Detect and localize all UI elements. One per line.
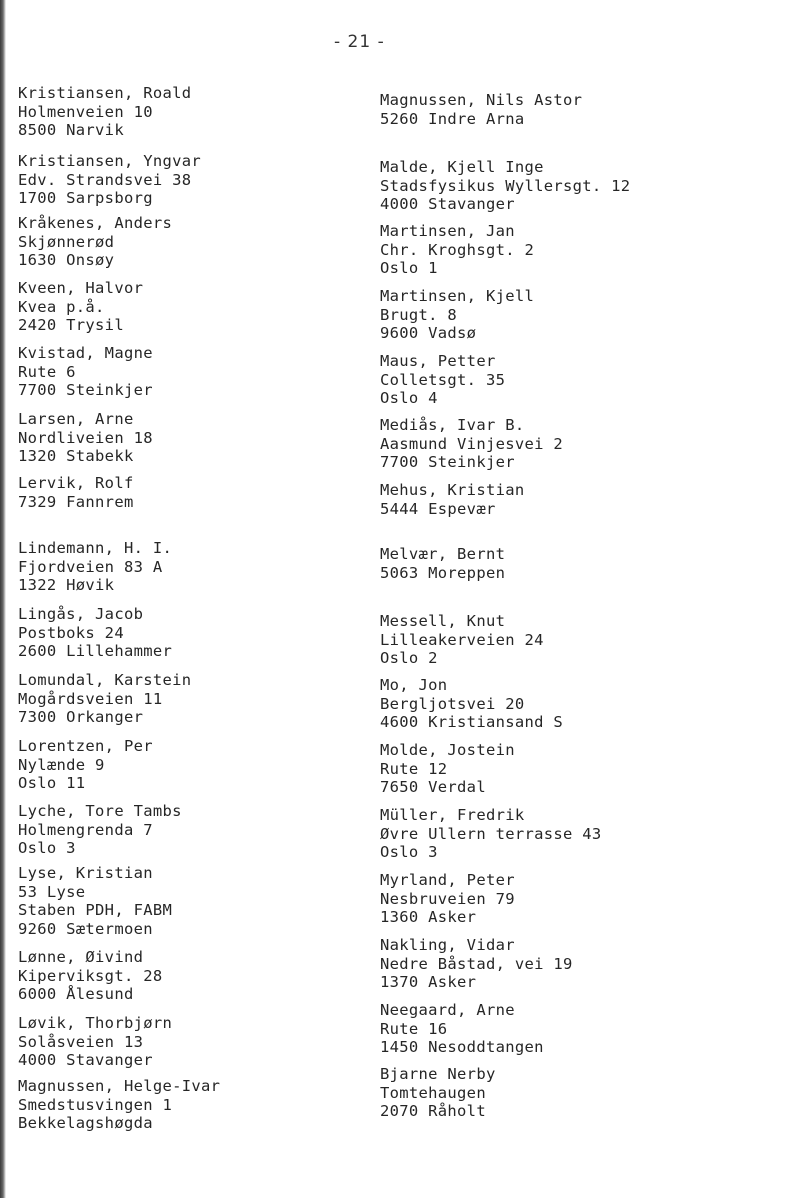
entry-address-line: Postboks 24 [18, 623, 124, 642]
entry-address-line: 7700 Steinkjer [380, 453, 515, 471]
entry-address-line: 5260 Indre Arna [380, 109, 525, 128]
address-entry [18, 152, 201, 208]
entry-address-line: Edv. Strandsvei 38 [18, 170, 192, 189]
entry-name: Mo, Jon [380, 676, 448, 694]
entry-address-line: 7650 Verdal [380, 778, 486, 796]
entry-name: Maus, Petter [380, 352, 496, 370]
address-entry [380, 806, 602, 862]
entry-address-line: Aasmund Vinjesvei 2 [380, 434, 564, 453]
entry-address-line: Tomtehaugen [380, 1083, 486, 1102]
entry-address-line: 1322 Høvik [18, 576, 115, 594]
entry-address-line: Mogårdsveien 11 [18, 689, 163, 708]
entry-name: Kveen, Halvor [18, 279, 144, 297]
entry-address-line: Smedstusvingen 1 [18, 1095, 173, 1114]
entry-name: Myrland, Peter [380, 871, 515, 889]
entry-address-line: Skjønnerød [18, 232, 115, 251]
entry-address-line: 1320 Stabekk [18, 447, 134, 465]
entry-name: Malde, Kjell Inge [380, 158, 544, 176]
entry-address-line: 5063 Moreppen [380, 563, 506, 582]
entry-address-line: Lilleakerveien 24 [380, 630, 544, 649]
address-entry [380, 612, 544, 668]
entry-name: Müller, Fredrik [380, 806, 525, 824]
address-entry [380, 936, 573, 992]
address-entry [18, 474, 134, 511]
entry-name: Lyse, Kristian [18, 864, 153, 882]
entry-address-line: Stadsfysikus Wyllersgt. 12 [380, 176, 631, 195]
address-entry [18, 344, 153, 400]
address-entry [18, 84, 191, 140]
address-entry [380, 222, 534, 278]
entry-address-line: 2070 Råholt [380, 1102, 486, 1120]
entry-address-line: 5444 Espevær [380, 499, 496, 518]
address-entry [18, 737, 153, 793]
entry-name: Lervik, Rolf [18, 474, 134, 492]
entry-name: Lingås, Jacob [18, 605, 144, 623]
entry-address-line: Brugt. 8 [380, 305, 458, 324]
entry-address-line: 7329 Fannrem [18, 492, 134, 511]
entry-address-line: 9600 Vadsø [380, 324, 477, 342]
entry-address-line: 53 Lyse [18, 882, 86, 901]
entry-address-line: Nesbruveien 79 [380, 889, 515, 908]
entry-name: Bjarne Nerby [380, 1065, 496, 1083]
entry-address-line: Kiperviksgt. 28 [18, 966, 163, 985]
entry-address-line: 6000 Ålesund [18, 985, 134, 1003]
entry-address-line: Holmenveien 10 [18, 102, 153, 121]
entry-name: Messell, Knut [380, 612, 506, 630]
entry-address-line: Oslo 2 [380, 649, 438, 667]
entry-address-line: 1630 Onsøy [18, 251, 115, 269]
entry-name: Løvik, Thorbjørn [18, 1014, 173, 1032]
entry-address-line: Rute 12 [380, 759, 448, 778]
address-entry [380, 545, 505, 582]
entry-address-line: Colletsgt. 35 [380, 370, 506, 389]
address-entry [18, 864, 172, 938]
address-entry [380, 481, 524, 518]
entry-address-line: Rute 6 [18, 362, 76, 381]
entry-name: Mehus, Kristian [380, 481, 525, 499]
entry-name: Martinsen, Kjell [380, 287, 535, 305]
entry-name: Mediås, Ivar B. [380, 416, 525, 434]
entry-name: Nakling, Vidar [380, 936, 515, 954]
address-entry [18, 410, 153, 466]
address-entry [18, 539, 172, 595]
entry-address-line: Øvre Ullern terrasse 43 [380, 824, 602, 843]
entry-name: Lomundal, Karstein [18, 671, 192, 689]
address-entry [18, 1014, 172, 1070]
address-entry [380, 1065, 496, 1121]
entry-name: Lorentzen, Per [18, 737, 153, 755]
page-number: - 21 - [334, 32, 385, 52]
entry-address-line: Staben PDH, FABM [18, 901, 173, 919]
address-entry [18, 279, 143, 335]
entry-address-line: 1370 Asker [380, 973, 477, 991]
entry-name: Kristiansen, Roald [18, 84, 192, 102]
entry-address-line: 1360 Asker [380, 908, 477, 926]
entry-name: Lindemann, H. I. [18, 539, 173, 557]
address-entry [18, 802, 182, 858]
address-entry [380, 416, 563, 472]
entry-name: Magnussen, Nils Astor [380, 91, 583, 109]
entry-address-line: Chr. Kroghsgt. 2 [380, 240, 535, 259]
entry-address-line: 9260 Sætermoen [18, 919, 153, 938]
address-entry [18, 214, 172, 270]
entry-address-line: 8500 Narvik [18, 121, 124, 139]
entry-address-line: 1700 Sarpsborg [18, 189, 153, 207]
entry-address-line: 2420 Trysil [18, 316, 124, 334]
address-entry [380, 352, 505, 408]
entry-address-line: 4600 Kristiansand S [380, 713, 564, 731]
entry-address-line: 1450 Nesoddtangen [380, 1038, 544, 1056]
entry-address-line: Oslo 11 [18, 774, 86, 792]
entry-name: Larsen, Arne [18, 410, 134, 428]
entry-address-line: Fjordveien 83 A [18, 557, 163, 576]
address-entry [380, 741, 515, 797]
address-entry [380, 871, 515, 927]
address-entry [18, 605, 172, 661]
entry-address-line: 4000 Stavanger [380, 195, 515, 213]
entry-name: Molde, Jostein [380, 741, 515, 759]
entry-address-line: Nordliveien 18 [18, 428, 153, 447]
page-edge-shadow [0, 0, 6, 1198]
entry-name: Kristiansen, Yngvar [18, 152, 202, 170]
entry-name: Lyche, Tore Tambs [18, 802, 182, 820]
entry-address-line: Oslo 1 [380, 259, 438, 277]
address-entry [380, 1001, 544, 1057]
entry-address-line: Bekkelagshøgda [18, 1114, 153, 1132]
entry-address-line: Bergljotsvei 20 [380, 694, 525, 713]
address-entry [380, 287, 534, 343]
entry-address-line: Solåsveien 13 [18, 1032, 144, 1051]
entry-address-line: 4000 Stavanger [18, 1051, 153, 1069]
entry-name: Magnussen, Helge-Ivar [18, 1077, 221, 1095]
entry-name: Lønne, Øivind [18, 948, 144, 966]
entry-name: Kvistad, Magne [18, 344, 153, 362]
entry-name: Kråkenes, Anders [18, 214, 173, 232]
entry-address-line: Kvea p.å. [18, 297, 105, 316]
entry-address-line: Nylænde 9 [18, 755, 105, 774]
address-entry [18, 1077, 220, 1133]
entry-address-line: Holmengrenda 7 [18, 820, 153, 839]
entry-address-line: Nedre Båstad, vei 19 [380, 954, 573, 973]
entry-address-line: Rute 16 [380, 1019, 448, 1038]
entry-name: Martinsen, Jan [380, 222, 515, 240]
entry-address-line: 2600 Lillehammer [18, 642, 173, 660]
address-entry [18, 948, 162, 1004]
entry-address-line: Oslo 3 [380, 843, 438, 861]
address-entry [380, 676, 563, 732]
entry-address-line: 7700 Steinkjer [18, 381, 153, 399]
entry-name: Melvær, Bernt [380, 545, 506, 563]
entry-address-line: 7300 Orkanger [18, 708, 144, 726]
entry-address-line: Oslo 3 [18, 839, 76, 857]
entry-name: Neegaard, Arne [380, 1001, 515, 1019]
address-entry [18, 671, 191, 727]
address-entry [380, 91, 582, 128]
address-entry [380, 158, 630, 214]
entry-address-line: Oslo 4 [380, 389, 438, 407]
